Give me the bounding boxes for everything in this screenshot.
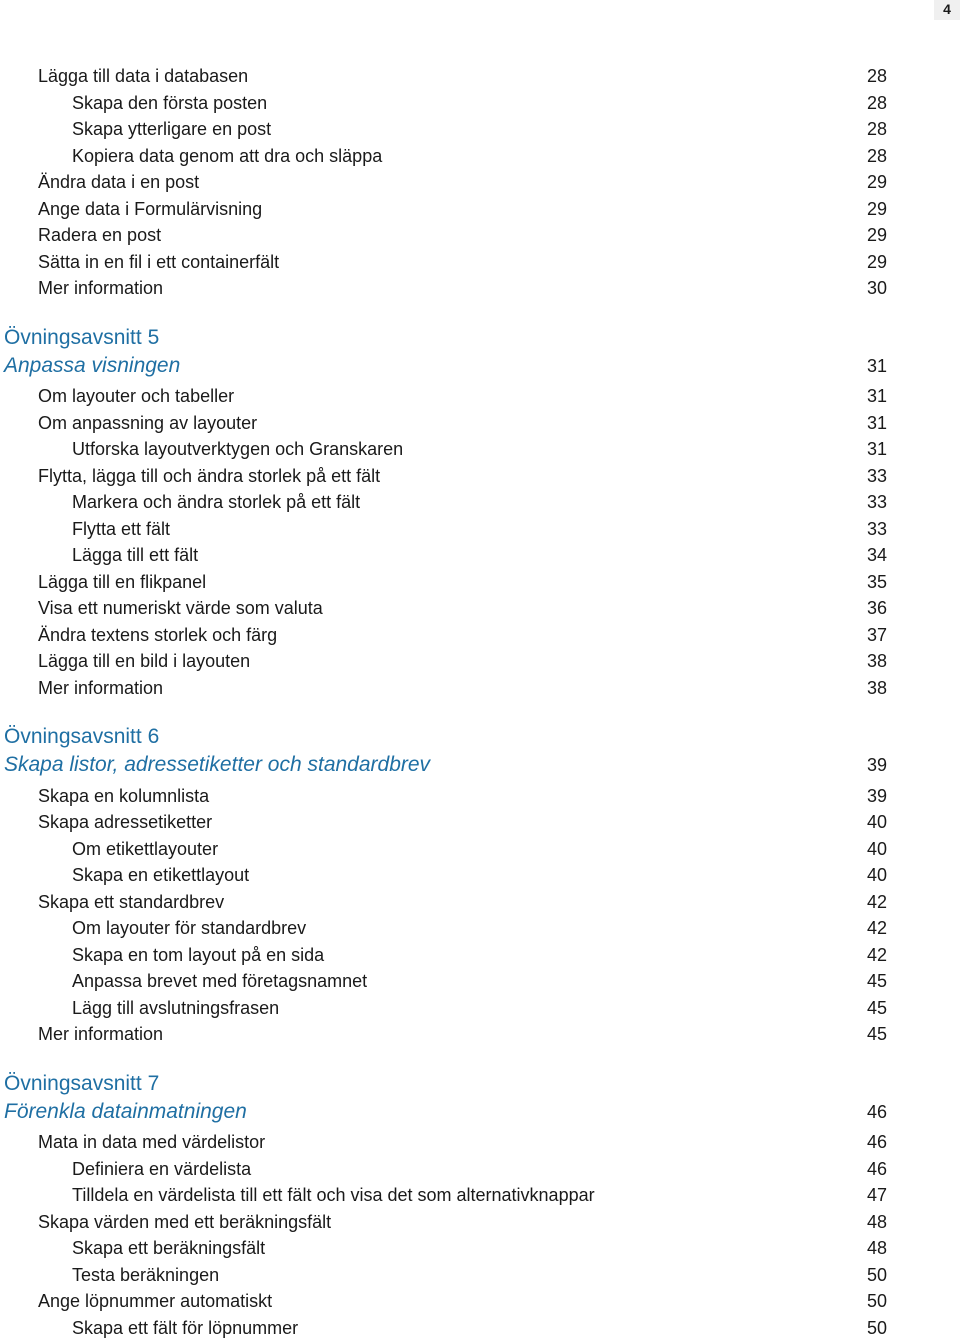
toc-entry — [0, 383, 960, 409]
page-ref: 50 — [867, 1291, 888, 1311]
toc-entry — [0, 1129, 960, 1155]
toc-entry — [0, 968, 960, 994]
page-ref: 40 — [867, 812, 888, 832]
section-title: Anpassa visningen — [4, 353, 181, 377]
entry-title: Skapa ett standardbrev — [38, 891, 225, 912]
page-ref: 42 — [867, 944, 888, 965]
section-label: Övningsavsnitt 5 — [4, 325, 160, 349]
toc-entry — [0, 63, 960, 89]
toc-entry — [0, 675, 960, 701]
entry-title: Flytta ett fält — [72, 518, 171, 539]
entry-title: Skapa en kolumnlista — [38, 785, 210, 806]
section-heading — [0, 352, 960, 380]
entry-title: Tilldela en värdelista till ett fält och visa det som alternativknappar — [72, 1185, 595, 1205]
page-ref: 33 — [867, 492, 888, 512]
toc-entry — [0, 1182, 960, 1208]
entry-title: Lägga till en bild i layouten — [38, 651, 251, 671]
entry-title: Kopiera data genom att dra och släppa — [72, 145, 383, 166]
toc-entry — [0, 595, 960, 621]
section-title: Förenkla datainmatningen — [4, 1099, 247, 1123]
toc-entry — [0, 995, 960, 1021]
toc-entry — [0, 249, 960, 275]
toc-entry — [0, 1235, 960, 1261]
entry-title: Visa ett numeriskt värde som valuta — [38, 598, 323, 618]
toc-entry — [0, 783, 960, 809]
page-ref: 50 — [867, 1264, 888, 1285]
entry-title: Skapa en etikettlayout — [72, 865, 250, 885]
section-label: Övningsavsnitt 7 — [4, 1071, 160, 1095]
toc-entry — [0, 436, 960, 462]
entry-title: Radera en post — [38, 225, 162, 245]
entry-title: Skapa ett fält för löpnummer — [72, 1317, 299, 1338]
entry-title: Testa beräkningen — [72, 1264, 220, 1285]
page-ref: 28 — [867, 119, 888, 139]
page-ref: 28 — [867, 145, 888, 166]
entry-title: Lägg till avslutningsfrasen — [72, 997, 280, 1018]
entry-title: Anpassa brevet med företagsnamnet — [72, 971, 368, 991]
toc-entry — [0, 622, 960, 648]
page-ref: 37 — [867, 624, 888, 645]
entry-title: Skapa den första posten — [72, 92, 268, 113]
entry-title: Skapa ett beräkningsfält — [72, 1238, 266, 1258]
page-ref: 28 — [867, 66, 888, 86]
page-ref: 29 — [867, 172, 888, 192]
entry-title: Lägga till ett fält — [72, 545, 199, 565]
page-ref: 36 — [867, 598, 888, 618]
page-ref: 38 — [867, 651, 888, 671]
page-ref: 31 — [867, 412, 888, 433]
page-ref: 45 — [867, 1024, 888, 1044]
entry-title: Ange data i Formulärvisning — [38, 198, 263, 219]
entry-title: Skapa värden med ett beräkningsfält — [38, 1211, 332, 1232]
entry-title: Sätta in en fil i ett containerfält — [38, 251, 280, 272]
toc-entry — [0, 1315, 960, 1341]
entry-title: Mer information — [38, 278, 164, 298]
toc-entry — [0, 196, 960, 222]
entry-title: Definiera en värdelista — [72, 1158, 252, 1179]
page-ref: 29 — [867, 251, 888, 272]
section-title: Skapa listor, adressetiketter och standardbrev — [4, 753, 431, 776]
page-ref: 45 — [867, 997, 888, 1018]
page-ref: 30 — [867, 278, 888, 298]
page-ref: 40 — [867, 865, 888, 885]
page-ref: 47 — [867, 1185, 888, 1205]
page-ref: 29 — [867, 198, 888, 219]
toc-entry — [0, 169, 960, 195]
toc-entry — [0, 1262, 960, 1288]
entry-title: Ange löpnummer automatiskt — [38, 1291, 273, 1311]
toc-entry — [0, 410, 960, 436]
page-ref: 28 — [867, 92, 888, 113]
entry-title: Flytta, lägga till och ändra storlek på ett fält — [38, 465, 381, 486]
page-ref: 33 — [867, 518, 888, 539]
entry-title: Lägga till en flikpanel — [38, 571, 207, 592]
entry-title: Skapa en tom layout på en sida — [72, 944, 325, 965]
page-ref: 40 — [867, 838, 888, 859]
toc-entry — [0, 90, 960, 116]
page-ref: 42 — [867, 918, 888, 938]
entry-title: Mata in data med värdelistor — [38, 1132, 266, 1152]
page-ref: 50 — [867, 1317, 888, 1338]
toc-entry — [0, 889, 960, 915]
entry-title: Mer information — [38, 677, 164, 698]
page-number: 4 — [934, 0, 960, 20]
page-ref: 35 — [867, 571, 888, 592]
page-ref: 31 — [867, 386, 888, 406]
page-ref: 48 — [867, 1211, 888, 1232]
entry-title: Skapa ytterligare en post — [72, 119, 272, 139]
toc-entry — [0, 516, 960, 542]
page-ref: 31 — [867, 355, 888, 376]
toc-entry — [0, 143, 960, 169]
page-ref: 29 — [867, 225, 888, 245]
entry-title: Om anpassning av layouter — [38, 412, 258, 433]
page-ref: 39 — [867, 755, 888, 775]
toc-entry — [0, 542, 960, 568]
page-ref: 39 — [867, 785, 888, 806]
toc-entry — [0, 222, 960, 248]
toc-entry — [0, 1021, 960, 1047]
page-ref: 46 — [867, 1158, 888, 1179]
entry-title: Ändra data i en post — [38, 172, 200, 192]
page-ref: 33 — [867, 465, 888, 486]
page-ref: 48 — [867, 1238, 888, 1258]
page-ref: 45 — [867, 971, 888, 991]
entry-title: Om layouter för standardbrev — [72, 918, 307, 938]
page-ref: 31 — [867, 439, 888, 459]
toc-entry — [0, 1288, 960, 1314]
toc-entry — [0, 275, 960, 301]
entry-title: Om etikettlayouter — [72, 838, 219, 859]
toc-entry — [0, 116, 960, 142]
toc-entry — [0, 1209, 960, 1235]
toc-entry — [0, 1156, 960, 1182]
toc-entry — [0, 569, 960, 595]
toc-entry — [0, 915, 960, 941]
page-ref: 42 — [867, 891, 888, 912]
toc-entry — [0, 463, 960, 489]
toc-entry — [0, 836, 960, 862]
entry-title: Mer information — [38, 1024, 164, 1044]
entry-title: Skapa adressetiketter — [38, 812, 213, 832]
toc-entry — [0, 489, 960, 515]
page-ref: 46 — [867, 1132, 888, 1152]
entry-title: Ändra textens storlek och färg — [38, 624, 278, 645]
entry-title: Utforska layoutverktygen och Granskaren — [72, 439, 404, 459]
page-ref: 46 — [867, 1101, 888, 1122]
entry-title: Markera och ändra storlek på ett fält — [72, 492, 361, 512]
section-heading — [0, 751, 960, 779]
section-heading — [0, 1098, 960, 1126]
page-ref: 38 — [867, 677, 888, 698]
section-label: Övningsavsnitt 6 — [4, 725, 160, 748]
page-ref: 34 — [867, 545, 888, 565]
entry-title: Lägga till data i databasen — [38, 66, 249, 86]
toc-entry — [0, 942, 960, 968]
toc-entry — [0, 862, 960, 888]
toc-entry — [0, 809, 960, 835]
toc-entry — [0, 648, 960, 674]
entry-title: Om layouter och tabeller — [38, 386, 235, 406]
